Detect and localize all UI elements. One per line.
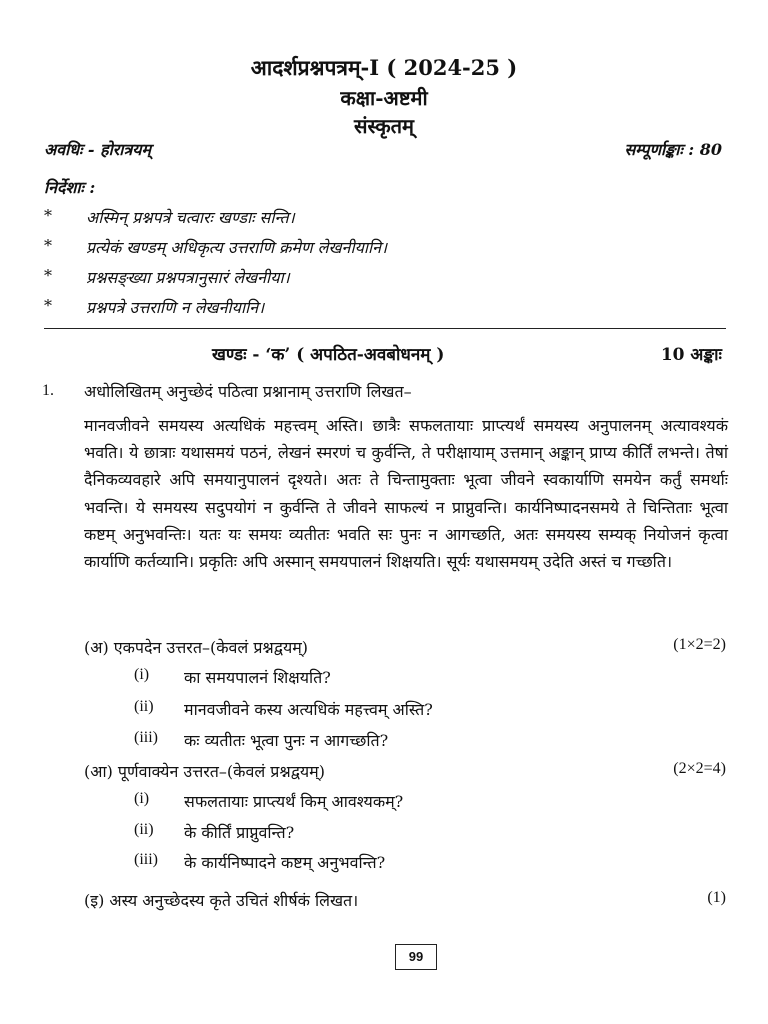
bullet: *: [44, 236, 52, 255]
sub-question-text: के कीर्तिं प्राप्नुवन्ति?: [184, 823, 295, 842]
sub-question-number: (iii): [134, 851, 158, 868]
bullet: *: [44, 266, 52, 285]
part-aa-label: (आ) पूर्णवाक्येन उत्तरत–(केवलं प्रश्नद्वयम्): [84, 762, 325, 781]
sub-question-number: (i): [134, 666, 150, 683]
instruction-text: अस्मिन् प्रश्नपत्रे चत्वारः खण्डाः सन्ति।: [86, 208, 295, 227]
question-text: अधोलिखितम् अनुच्छेदं पठित्वा प्रश्नानाम् उत्तराणि लिखत–: [84, 382, 412, 401]
sub-question: [134, 790, 403, 812]
subject-title: संस्कृतम्: [353, 114, 415, 138]
page-number: 99: [395, 944, 437, 970]
instruction-item: [44, 296, 264, 318]
instruction-text: प्रश्नसङ्ख्या प्रश्नपत्रानुसारं लेखनीया।: [86, 268, 290, 287]
sub-question-text: के कार्यनिष्पादने कष्टम् अनुभवन्ति?: [184, 853, 386, 872]
sub-question-number: (iii): [134, 729, 158, 746]
part-aa-marks: (2×2=4): [673, 760, 726, 777]
question-number: 1.: [42, 382, 54, 399]
sub-question: [134, 729, 388, 751]
sub-question-number: (ii): [134, 821, 154, 838]
part-i-marks: (1): [707, 889, 726, 906]
section-marks: 10 अङ्काः: [660, 345, 722, 365]
total-marks: सम्पूर्णाङ्काः : 80: [624, 140, 722, 159]
part-a-marks: (1×2=2): [673, 636, 726, 653]
sub-question: [134, 666, 331, 688]
sub-question-text: सफलतायाः प्राप्त्यर्थं किम् आवश्यकम्?: [184, 792, 404, 811]
bullet: *: [44, 296, 52, 315]
part-i-label: (इ) अस्य अनुच्छेदस्य कृते उचितं शीर्षकं लिखत।: [84, 891, 359, 910]
bullet: *: [44, 206, 52, 225]
duration: अवधिः - होरात्रयम्: [44, 140, 152, 159]
class-title: कक्षा-अष्टमी: [340, 86, 428, 110]
section-title: खण्डः - ‘क’ ( अपठित-अवबोधनम् ): [212, 345, 445, 365]
sub-question-number: (i): [134, 790, 150, 807]
sub-question-number: (ii): [134, 698, 154, 715]
instruction-text: प्रश्नपत्रे उत्तराणि न लेखनीयानि।: [86, 298, 265, 317]
sub-question: [134, 851, 385, 873]
instruction-text: प्रत्येकं खण्डम् अधिकृत्य उत्तराणि क्रमेण लेखनीयानि।: [86, 238, 388, 257]
divider: [44, 328, 726, 329]
instructions-title: निर्देशाः :: [44, 178, 96, 197]
part-a-label: (अ) एकपदेन उत्तरत–(केवलं प्रश्नद्वयम्): [84, 638, 309, 657]
sub-question-text: का समयपालनं शिक्षयति?: [184, 668, 331, 687]
paper-title: आदर्शप्रश्नपत्रम्-I ( 2024-25 ): [250, 55, 518, 80]
sub-question: [134, 698, 433, 720]
passage: मानवजीवने समयस्य अत्यधिकं महत्त्वम् अस्ति। छात्रैः सफलतायाः प्राप्त्यर्थं समयस्य अनुपालनम् अत्यावश्यकं भवति। ये छात्राः यथासमयं पठनं, लेखनं स्मरणं च कुर्वन्ति, ते परीक्षायाम् उत्तमान् अङ्कान् प्राप्य कीर्तिं लभन्ते। तेषां दैनिकव्यवहारे अपि समयानुपालनं दृश्यते। अतः ते चिन्तामुक्ताः भूत्वा जीवने स्वकार्याणि समयेन कर्तुं समर्थाः भवन्ति। ये समयस्य सदुपयोगं न कुर्वन्ति ते जीवने साफल्यं न प्राप्नुवन्ति। कार्यनिष्पादनसमये ते चिन्तिताः भूत्वा कष्टम् अनुभवन्तिः। यतः यः समयः व्यतीतः भवति सः पुनः न आगच्छति, अतः समयस्य सम्यक् नियोजनं कृत्वा कार्याणि कर्तव्यानि। प्रकृतिः अपि अस्मान् समयपालनं शिक्षयति। सूर्यः यथासमयम् उदेति अस्तं च गच्छति।: [84, 416, 728, 572]
sub-question-text: कः व्यतीतः भूत्वा पुनः न आगच्छति?: [184, 731, 389, 750]
instruction-item: [44, 206, 295, 228]
sub-question: [134, 821, 294, 843]
sub-question-text: मानवजीवने कस्य अत्यधिकं महत्त्वम् अस्ति?: [184, 700, 433, 719]
instruction-item: [44, 236, 387, 258]
instruction-item: [44, 266, 290, 288]
